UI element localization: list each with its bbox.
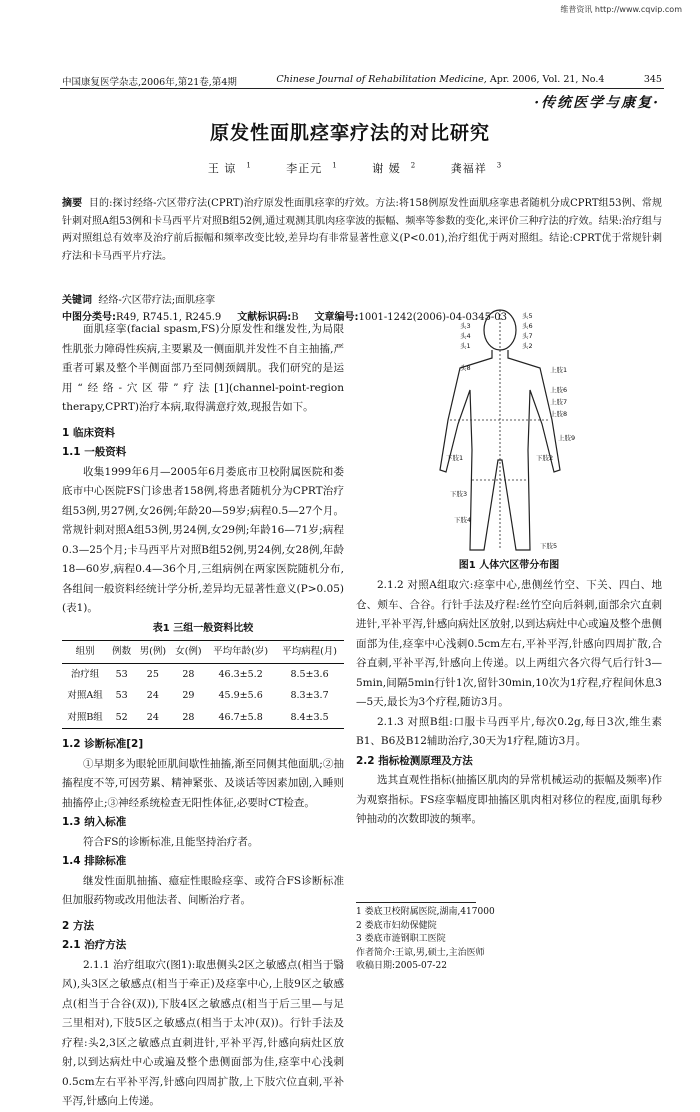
- author: 谢 媛 $^2$: [372, 161, 417, 175]
- doc-code-value: B: [291, 312, 299, 323]
- clc-value: R49, R745.1, R245.9: [116, 312, 222, 323]
- left-column: [62, 320, 344, 1107]
- figure-label: 头3: [460, 322, 471, 330]
- footnote: 3 娄底市涟钢职工医院: [356, 934, 446, 944]
- footnote: 2 娄底市妇幼保健院: [356, 920, 437, 931]
- table-cell: 28: [182, 711, 195, 723]
- table-cell: 53: [115, 668, 128, 680]
- abstract-text: 目的:探讨经络-穴区带疗法(CPRT)治疗原发性面肌痉挛的疗效。方法:将158例原发性面肌痉挛患者随机分成CPRT组53例、常规针刺对照A组53例和卡马西平片对照B组52例,通过观测其肌肉痉挛波的振幅、频率等参数的变化,来评价三种疗法的疗效。结果:治疗组与两对照组总有效率及治疗前后振幅和频率改变比较,差异均有非常显著性意义(P<0.01),治疗组优于两对照组。结论:CPRT优于常规针刺疗法和卡马西平片疗法。: [62, 198, 663, 262]
- author: 龚福祥 $^3$: [450, 161, 503, 175]
- table-1: [62, 640, 344, 729]
- watermark: 维普资讯 http://www.cqvip.com: [560, 5, 682, 14]
- paragraph: 2.1.2 对照A组取穴:痉挛中心,患侧丝竹空、下关、四白、地仓、颊车、合谷。行针手法及疗程:丝竹空向后斜刺,面部余穴直刺进针,平补平泻,针感向病灶区放射,以到达病灶中心或遍及整个患侧面部为佳,痉挛中心浅刺0.5cm左右,平补平泻,针感向四周扩散,合谷直刺,平补平泻,针感向上传递。以上两组穴各穴得气后行针3—5min,间隔5min行针1次,留针30min,10次为1疗程,疗程间休息3—5天,最长为3个疗程,随访3月。: [356, 579, 662, 708]
- paragraph: ①早期多为眼轮匝肌间歇性抽搐,渐至同侧其他面肌;②抽搐程度不等,可因劳累、精神紧张、及谈话等因素加剧,入睡则抽搐停止;③神经系统检查无阳性体征,必要时CT检查。: [62, 757, 344, 809]
- keywords-text: 经络-穴区带疗法;面肌痉挛: [98, 295, 216, 306]
- table-cell: 8.3±3.7: [290, 690, 329, 701]
- table-header: 男(例): [139, 646, 167, 657]
- section-tag: ·传统医学与康复·: [534, 95, 660, 111]
- page-number: 345: [643, 74, 662, 85]
- subsection-heading: 1.3 纳入标准: [62, 816, 127, 828]
- figure-label: 上肢6: [550, 386, 568, 394]
- table-cell: 45.9±5.6: [218, 690, 263, 701]
- footnotes: [356, 906, 662, 974]
- figure-label: 上肢7: [550, 398, 568, 406]
- right-column: [356, 576, 662, 830]
- keywords-label: 关键词: [62, 295, 92, 306]
- header-rule: [60, 88, 664, 89]
- intro-paragraph: 面肌痉挛(facial spasm,FS)分原发性和继发性,为局限性肌张力障碍性疾病,主要累及一侧面肌并发性不自主抽搐,严重者可累及整个半侧面部乃至同侧颈阔肌。我们研究的是运用“经络-穴区带”疗法[1](channel-point-region therapy,CPRT)治疗本病,取得满意疗效,现报告如下。: [62, 323, 344, 413]
- header-journal-cn: 中国康复医学杂志,2006年,第21卷,第4期: [62, 77, 237, 88]
- article-no-value: 1001-1242(2006)-04-0345-03: [358, 312, 508, 323]
- table-header: 例数: [112, 646, 132, 657]
- figure-label: 头6: [522, 322, 533, 330]
- figure-caption: 图1 人体穴区带分布图: [458, 560, 560, 571]
- paragraph: 选其直观性指标(抽搐区肌肉的异常机械运动的振幅及频率)作为观察指标。FS痉挛幅度即抽搐区肌肉相对移位的程度,面肌每秒钟抽动的次数即波的频率。: [356, 774, 662, 825]
- figure-label: 头4: [460, 332, 471, 340]
- paragraph: 继发性面肌抽搐、癔症性眼睑痉挛、或符合FS诊断标准但加服药物或改用他法者、间断治疗者。: [62, 874, 344, 906]
- author: 王 谅 $^1$: [207, 161, 252, 175]
- figure-label: 头7: [522, 332, 533, 340]
- table-cell: 29: [182, 690, 195, 701]
- table-cell: 24: [146, 690, 159, 701]
- table-cell: 对照B组: [67, 711, 103, 723]
- table-row: [62, 685, 344, 707]
- table-cell: 治疗组: [70, 668, 100, 680]
- figure-label: 头5: [522, 312, 533, 320]
- figure-label: 上肢9: [558, 434, 576, 442]
- figure-label: 下肢3: [450, 490, 468, 498]
- section-heading: 2 方法: [62, 919, 94, 932]
- table-cell: 53: [115, 690, 128, 701]
- table-header: 女(例): [175, 646, 202, 657]
- table-cell: 8.4±3.5: [290, 711, 329, 723]
- table-row: [62, 663, 344, 685]
- figure-label: 头1: [460, 342, 471, 350]
- clc-label: 中图分类号:: [62, 312, 116, 323]
- abstract: [62, 195, 662, 265]
- table-cell: 24: [146, 711, 159, 723]
- subsection-heading: 2.2 指标检测原理及方法: [356, 754, 473, 767]
- table-cell: 46.7±5.8: [218, 711, 263, 723]
- figure-label: 下肢5: [540, 542, 558, 550]
- subsection-heading: 1.4 排除标准: [62, 855, 127, 867]
- footnote: 收稿日期:2005-07-22: [356, 961, 447, 971]
- article-title: 原发性面肌痉挛疗法的对比研究: [209, 122, 490, 144]
- author: 李正元 $^1$: [286, 161, 338, 175]
- section-heading: 1 临床资料: [62, 426, 115, 439]
- article-no-label: 文章编号:: [314, 312, 359, 323]
- figure-label: 下肢2: [536, 454, 554, 462]
- table-cell: 25: [146, 668, 159, 680]
- doc-code-label: 文献标识码:: [237, 312, 292, 323]
- subsection-heading: 1.1 一般资料: [62, 446, 127, 458]
- header-journal-en: Chinese Journal of Rehabilitation Medicine,: [276, 74, 487, 85]
- acupoint-region-figure: [400, 300, 600, 570]
- paragraph: 2.1.1 治疗组取穴(图1):取患侧头2区之敏感点(相当于翳风),头3区之敏感点(相当于牵正)及痉挛中心,上肢9区之敏感点(相当于合谷(双)),下肢4区之敏感点(相当于后三里—与足三里相对),下肢5区之敏感点(相当于太冲(双))。行针手法及疗程:头2,3区之敏感点直刺进针,平补平泻,针感向病灶区放射,以到达病灶中心或遍及整个患侧面部为佳,痉挛中心浅刺0.5cm左右平补平泻,针感向四周扩散,上下肢穴位直刺,平补平泻,针感向上传递。: [62, 958, 344, 1107]
- table-row: [62, 707, 344, 729]
- paragraph: 2.1.3 对照B组:口服卡马西平片,每次0.2g,每日3次,维生素B1、B6及B12辅助治疗,30天为1疗程,随访3月。: [356, 715, 662, 747]
- table-header: 平均病程(月): [282, 646, 337, 657]
- author-list: [0, 160, 700, 176]
- footnote: 1 娄底卫校附属医院,湖南,417000: [356, 907, 495, 917]
- figure-label: 下肢1: [446, 454, 464, 462]
- table-cell: 8.5±3.6: [290, 668, 329, 680]
- header-issue: Apr. 2006, Vol. 21, No.4: [489, 74, 605, 85]
- figure-label: 头8: [460, 364, 471, 372]
- paragraph: 收集1999年6月—2005年6月娄底市卫校附属医院和娄底市中心医院FS门诊患者158例,将患者随机分为CPRT治疗组53例,男27例,女26例;年龄20—59岁;病程0.5—27个月。常规针刺对照A组53例,男24例,女29例;年龄16—71岁;病程0.3—25个月;卡马西平片对照B组52例,男24例,女28例,年龄18—60岁,病程0.4—36个月,三组病例在两家医院随机分布,各组间一般资料经统计学分析,差异均无显著性意义(P>0.05)(表1)。: [62, 465, 344, 614]
- table-cell: 对照A组: [67, 690, 103, 701]
- table-cell: 28: [182, 668, 195, 680]
- abstract-label: 摘要: [62, 198, 83, 209]
- table-caption: 表1 三组一般资料比较: [152, 622, 254, 634]
- figure-label: 下肢4: [454, 516, 472, 524]
- table-cell: 52: [115, 711, 128, 723]
- table-cell: 46.3±5.2: [218, 668, 263, 680]
- subsection-heading: 2.1 治疗方法: [62, 939, 127, 951]
- figure-label: 上肢8: [550, 410, 568, 418]
- footnote: 作者简介:王谅,男,硕士,主治医师: [356, 947, 485, 958]
- table-header: 平均年龄(岁): [213, 646, 269, 657]
- running-header: [62, 74, 662, 88]
- footnote-rule: [356, 902, 476, 903]
- figure-label: 头2: [522, 342, 533, 350]
- subsection-heading: 1.2 诊断标准[2]: [62, 738, 144, 750]
- paragraph: 符合FS的诊断标准,且能坚持治疗者。: [83, 835, 259, 848]
- figure-label: 上肢1: [550, 366, 568, 374]
- table-header: 组别: [75, 646, 95, 657]
